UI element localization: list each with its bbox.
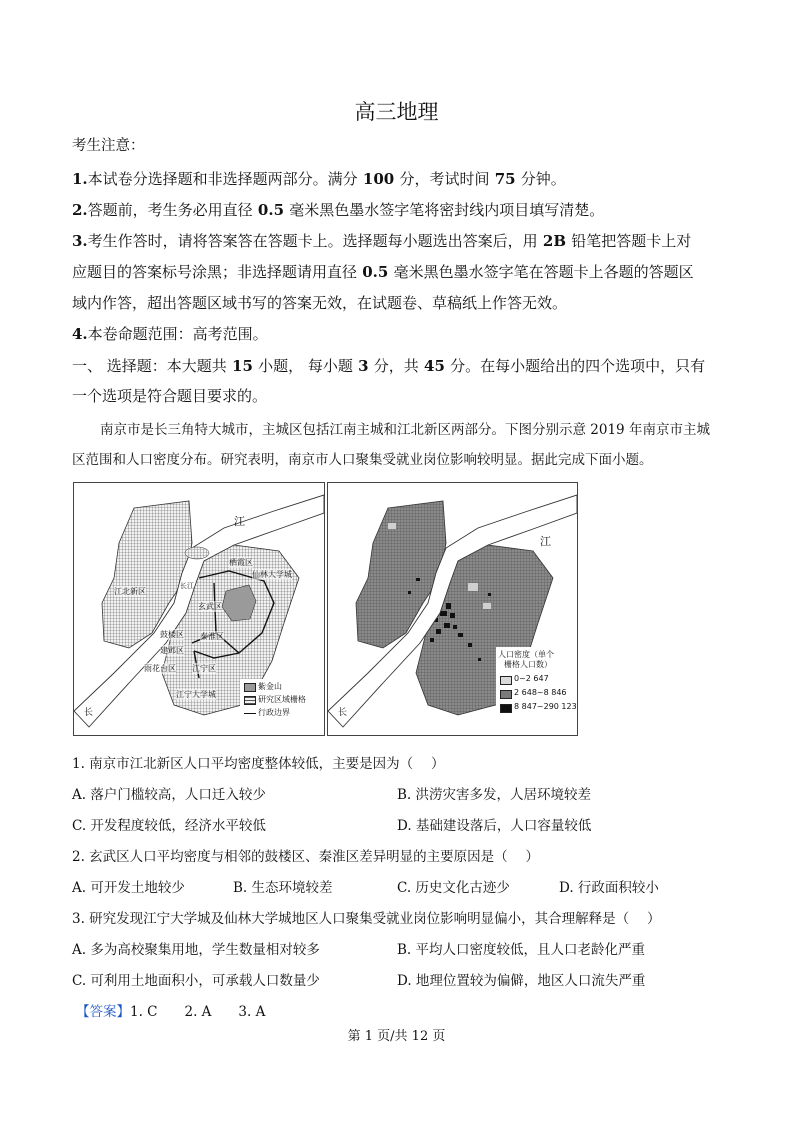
legend-swatch-mid bbox=[500, 690, 512, 699]
legend-label-mid: 2 648~8 846 bbox=[514, 688, 567, 697]
notice-heading: 考生注意： bbox=[72, 138, 145, 154]
answer-tag: 【答案】 bbox=[76, 1004, 130, 1020]
map2-legend bbox=[496, 647, 577, 731]
question-1-option-c[interactable]: C. 开发程度较低，经济水平较低 bbox=[72, 818, 266, 834]
question-2-option-b[interactable]: B. 生态环境较差 bbox=[233, 880, 333, 896]
label-jiangbei: 江北新区 bbox=[114, 587, 146, 596]
question-3-option-d[interactable]: D. 地理位置较为偏僻，地区人口流失严重 bbox=[397, 973, 646, 989]
label-jiangning: 江宁区 bbox=[192, 664, 216, 673]
question-1-option-d[interactable]: D. 基础建设落后，人口容量较低 bbox=[397, 818, 592, 834]
legend-label-boundary: 行政边界 bbox=[258, 708, 290, 717]
label-river-chang: 长 bbox=[84, 708, 94, 718]
map-admin-districts bbox=[73, 482, 325, 736]
legend-label-high: 8 847~290 123 bbox=[514, 702, 577, 711]
legend-swatch-mountain bbox=[244, 683, 256, 692]
section-heading-cont: 一个选项是符合题目要求的。 bbox=[72, 387, 268, 405]
notice-line-4: 应题目的答案标号涂黑；非选择题请用直径 0.5 毫米黑色墨水签字笔在答题卡上各题的答题区 bbox=[72, 263, 694, 281]
question-3-option-b[interactable]: B. 平均人口密度较低，且人口老龄化严重 bbox=[397, 942, 646, 958]
label-xianlin: 仙林大学城 bbox=[252, 570, 292, 579]
label-river-chang-2: 长 bbox=[338, 708, 348, 718]
legend-label-grid: 研究区域栅格 bbox=[258, 695, 306, 704]
map1-legend bbox=[240, 679, 320, 729]
question-2-option-c[interactable]: C. 历史文化古迹少 bbox=[397, 880, 510, 896]
answer-text: 1. C 2. A 3. A bbox=[130, 1004, 266, 1020]
notice-line-5: 域内作答，超出答题区域书写的答案无效，在试题卷、草稿纸上作答无效。 bbox=[72, 294, 568, 312]
river-island bbox=[185, 547, 209, 559]
label-jiangning-univ: 江宁大学城 bbox=[176, 690, 216, 699]
notice-line-1: 1.本试卷分选择题和非选择题两部分。满分 100 分，考试时间 75 分钟。 bbox=[72, 170, 566, 188]
section-heading: 一、 选择题：本大题共 15 小题， 每小题 3 分，共 45 分。在每小题给出的四个选项中，只有 bbox=[72, 357, 706, 375]
label-river-jiang-2: 江 bbox=[540, 535, 551, 548]
notice-line-2: 2.答题前，考生务必用直径 0.5 毫米黑色墨水签字笔将密封线内项目填写清楚。 bbox=[72, 201, 605, 219]
legend-title-line1: 人口密度（单个 bbox=[498, 650, 554, 659]
label-qixia: 栖霞区 bbox=[229, 558, 253, 567]
question-2-option-a[interactable]: A. 可开发土地较少 bbox=[72, 880, 185, 896]
question-3-option-a[interactable]: A. 多为高校聚集用地，学生数量相对较多 bbox=[72, 942, 320, 958]
question-1-stem: 1. 南京市江北新区人口平均密度整体较低，主要是因为（ ） bbox=[72, 756, 445, 772]
question-1-option-b[interactable]: B. 洪涝灾害多发，人居环境较差 bbox=[397, 787, 592, 803]
legend-title-line2: 栅格人口数） bbox=[504, 660, 552, 669]
map-population-density bbox=[327, 482, 578, 736]
label-xuanwu: 玄武区 bbox=[198, 602, 222, 611]
legend-swatch-high bbox=[500, 704, 512, 713]
question-2-stem: 2. 玄武区人口平均密度与相邻的鼓楼区、秦淮区差异明显的主要原因是（ ） bbox=[72, 849, 539, 865]
answer-line bbox=[76, 1000, 265, 1020]
legend-label-mountain: 紫金山 bbox=[258, 682, 282, 691]
question-1-option-a[interactable]: A. 落户门槛较高，人口迁入较少 bbox=[72, 787, 266, 803]
legend-swatch-low bbox=[500, 676, 512, 685]
legend-swatch-grid bbox=[244, 696, 256, 705]
question-2-option-d[interactable]: D. 行政面积较小 bbox=[559, 880, 659, 896]
passage-line-2: 区范围和人口密度分布。研究表明，南京市人口聚集受就业岗位影响较明显。据此完成下面小题。 bbox=[72, 452, 653, 468]
label-yuhuatai: 雨花台区 bbox=[144, 664, 176, 673]
legend-label-low: 0~2 647 bbox=[514, 674, 549, 683]
notice-line-3: 3.考生作答时，请将答案答在答题卡上。选择题每小题选出答案后，用 2B 铅笔把答题卡上对 bbox=[72, 232, 692, 250]
label-qinhuai: 秦淮区 bbox=[200, 632, 224, 641]
label-river-jiang: 江 bbox=[234, 515, 245, 528]
question-3-stem: 3. 研究发现江宁大学城及仙林大学城地区人口聚集受就业岗位影响明显偏小，其合理解释是（ ） bbox=[72, 911, 661, 927]
passage-line-1: 南京市是长三角特大城市，主城区包括江南主城和江北新区两部分。下图分别示意 2019 年南京市主城 bbox=[100, 422, 710, 438]
page-footer: 第 1 页/共 12 页 bbox=[347, 1029, 446, 1044]
question-3-option-c[interactable]: C. 可利用土地面积小，可承载人口数量少 bbox=[72, 973, 320, 989]
notice-line-6: 4.本卷命题范围：高考范围。 bbox=[72, 325, 268, 343]
label-changjiang-mid: 长江 bbox=[180, 582, 194, 590]
page-title: 高三地理 bbox=[354, 100, 439, 124]
legend-line-boundary bbox=[244, 713, 256, 714]
label-jianye: 建邺区 bbox=[160, 646, 184, 655]
label-gulou: 鼓楼区 bbox=[160, 630, 184, 639]
